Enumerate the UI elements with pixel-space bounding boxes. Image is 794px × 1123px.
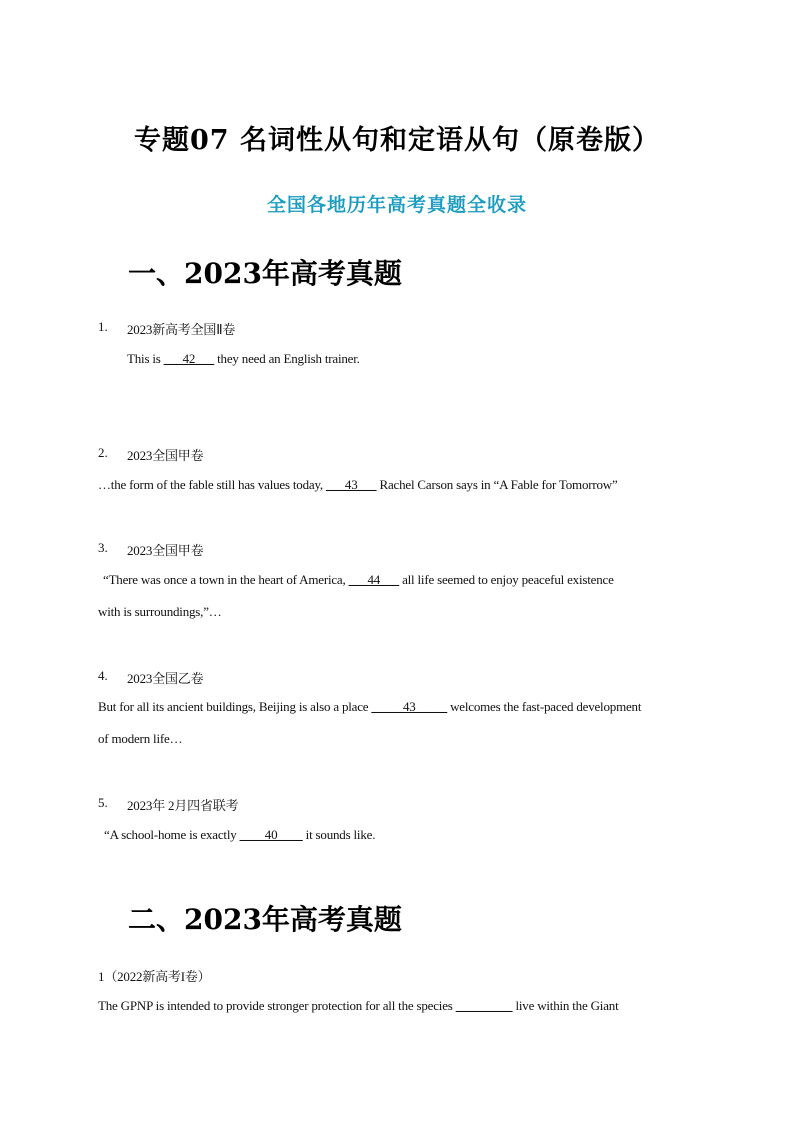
section-heading-2: 二、2023年高考真题 — [128, 903, 402, 936]
question-number: 5. — [98, 795, 108, 810]
question-source: 2023全国甲卷 — [127, 543, 204, 558]
text-after: they need an English trainer. — [214, 351, 360, 366]
question-text-line — [98, 998, 619, 1014]
text-before: …the form of the fable still has values today, — [98, 477, 327, 492]
text-after: all life seemed to enjoy peaceful existence — [399, 572, 614, 587]
answer-blank: ___43___ — [326, 477, 377, 492]
question-number: 3. — [98, 540, 108, 555]
text-before: “There was once a town in the heart of America, — [103, 572, 349, 587]
question-text-line — [104, 827, 375, 843]
question-text-line — [103, 572, 614, 588]
question-source: 2023全国甲卷 — [127, 448, 204, 463]
question-text-line — [98, 477, 618, 493]
text-before: of modern life… — [98, 731, 183, 746]
question-text-line — [98, 604, 222, 620]
question-text-line — [98, 731, 182, 747]
text-before: This is — [127, 351, 164, 366]
question-text-line — [127, 351, 360, 367]
answer-blank: ___42___ — [163, 351, 215, 366]
question-source: （2022新高考I卷） — [104, 969, 211, 984]
question-header — [98, 966, 210, 985]
text-after: live within the Giant — [512, 998, 619, 1013]
question-number: 1. — [98, 319, 108, 334]
question-source: 2023新高考全国Ⅱ卷 — [127, 322, 236, 337]
question-number: 2. — [98, 445, 108, 460]
text-before: with is surroundings,”… — [98, 604, 222, 619]
question-source: 2023全国乙卷 — [127, 671, 204, 686]
answer-blank: _________ — [455, 998, 513, 1013]
answer-blank: ___44___ — [348, 572, 400, 587]
text-after: welcomes the fast-paced development — [447, 699, 642, 714]
text-after: it sounds like. — [302, 827, 376, 842]
document-title: 专题07 名词性从句和定语从句（原卷版） — [134, 125, 660, 156]
text-before: But for all its ancient buildings, Beijing is also a place — [98, 699, 372, 714]
text-before: The GPNP is intended to provide stronger protection for all the species — [98, 998, 456, 1013]
document-subtitle: 全国各地历年高考真题全收录 — [266, 194, 527, 216]
text-after: Rachel Carson says in “A Fable for Tomorrow” — [376, 477, 618, 492]
answer-blank: _____43_____ — [371, 699, 448, 714]
section-heading-1: 一、2023年高考真题 — [128, 257, 402, 290]
answer-blank: ____40____ — [239, 827, 303, 842]
question-number: 1 — [98, 969, 105, 984]
question-number: 4. — [98, 668, 108, 683]
question-source: 2023年 2月四省联考 — [127, 798, 239, 813]
question-text-line — [98, 699, 641, 715]
text-before: “A school-home is exactly — [104, 827, 240, 842]
